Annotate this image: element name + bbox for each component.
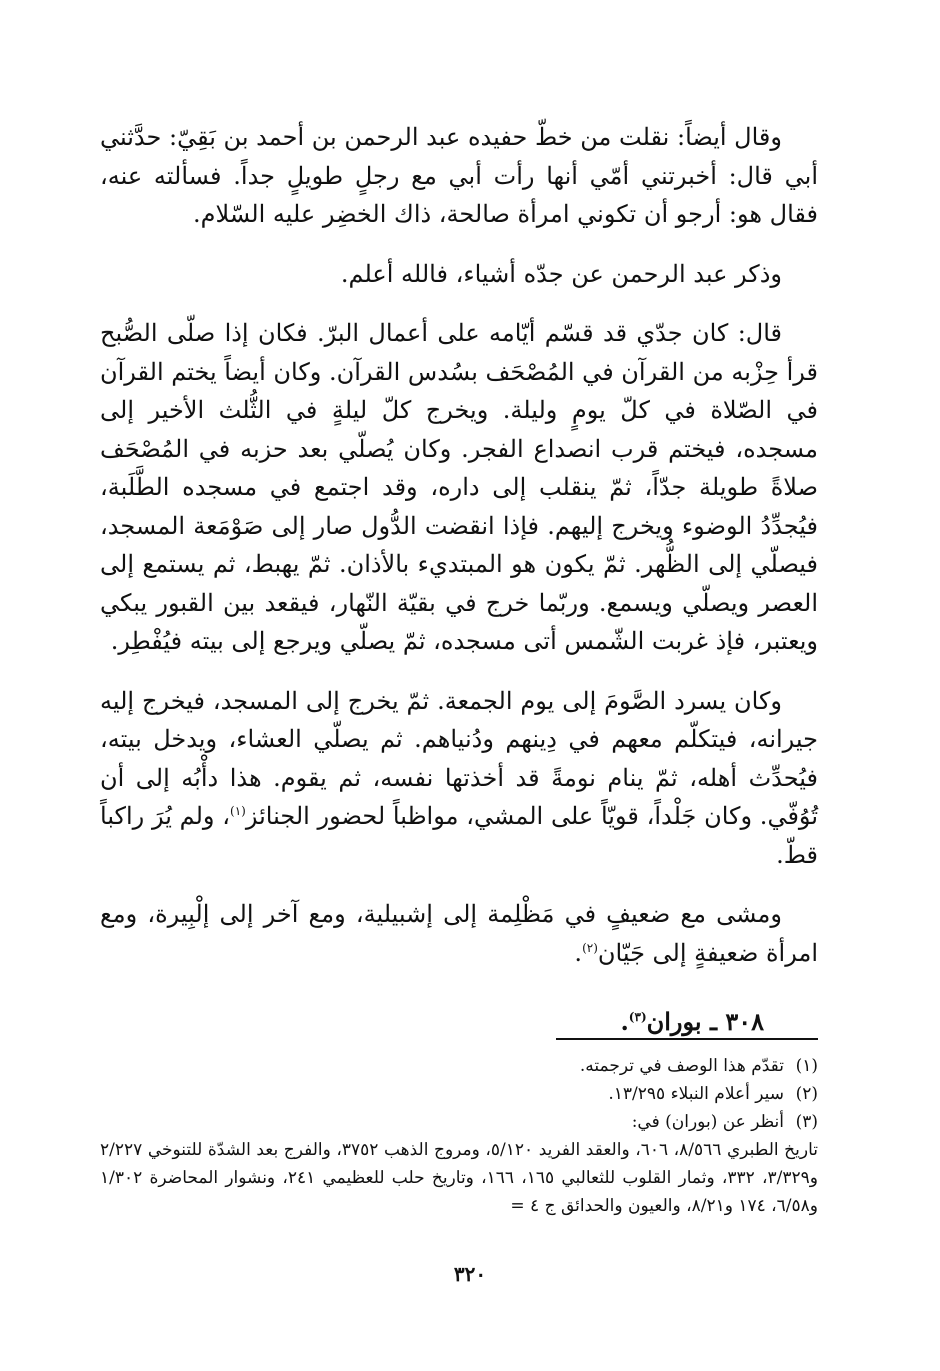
footnote-3-number: (٣)	[795, 1112, 818, 1132]
paragraph-5-text: ومشى مع ضعيفٍ في مَظْلِمة إلى إشبيلية، ومع آخر إلى إلْبِيرة، ومع امرأة ضعيفةٍ إلى جَيّان	[100, 900, 818, 967]
paragraph-1: وقال أيضاً: نقلت من خطّ حفيده عبد الرحمن بن أحمد بن بَقِيّ: حدَّثني أبي قال: أخبرتني أمّي أنها رأت أبي مع رجلٍ طويلٍ جداً. فسألته عنه، فقال هو: أرجو أن تكوني امرأة صالحة، ذاك الخضِر عليه السّلام.	[100, 123, 818, 228]
main-text	[100, 118, 818, 1042]
footnote-2-text: سير أعلام النبلاء ١٣/٢٩٥.	[608, 1084, 784, 1104]
footnote-ref-3: (٣)	[628, 1010, 647, 1024]
footnotes	[100, 1052, 818, 1220]
paragraph-5	[100, 895, 818, 972]
footnote-2	[100, 1080, 818, 1108]
footnote-ref-2: (٢)	[582, 940, 598, 955]
page-number: ٣٢٠	[453, 1262, 487, 1286]
entry-heading-tail: .	[620, 1007, 629, 1036]
paragraph-4	[100, 682, 818, 875]
entry-heading	[100, 1002, 818, 1042]
footnote-ref-1: (١)	[230, 804, 246, 818]
paragraph-4-text: وكان يسرد الصَّومَ إلى يوم الجمعة. ثمّ يخرج إلى المسجد، فيخرج إليه جيرانه، فيتكلّم معهم في دِينهم ودُنياهم. ثم يصلّي العشاء، ويدخل بيته، فيُحدِّث أهله، ثمّ ينام نومةً قد أخذتها نفسه، ثم يقوم. هذا دأْبُه إلى أن تُوُفّي. وكان جَلْداً، قويّاً على المشي، مواظباً لحضور الجنائز	[100, 686, 818, 830]
footnote-3-body: تاريخ الطبري ٨/٥٦٦، ٦٠٦، والعقد الفريد ٥/١٢٠، ومروج الذهب ٣٧٥٢، والفرج بعد الشدّة للتنوخي ٢/٢٢٧ و٣/٣٢٩، ٣٣٢، وثمار القلوب للثعالبي ١٦٥، ١٦٦، وتاريخ حلب للعظيمي ٢٤١، ونشوار المحاضرة ١/٣٠٢ و٦/٥٨، ١٧٤ و٨/٢١، والعيون والحدائق ج ٤ =	[100, 1140, 818, 1216]
paragraph-2: وذكر عبد الرحمن عن جدّه أشياء، فالله أعلم.	[340, 259, 782, 288]
footnote-2-number: (٢)	[795, 1084, 818, 1104]
paragraph-3: قال: كان جدّي قد قسّم أيّامه على أعمال البرّ. فكان إذا صلّى الصُّبح قرأ حِزْبه من القرآن في المُصْحَف بسُدس القرآن. وكان أيضاً يختم القرآن في الصّلاة في كلّ يومٍ وليلة. ويخرج كلّ ليلةٍ في الثُّلث الأخير إلى مسجده، فيختم قرب انصداع الفجر. وكان يُصلّي بعد حزبه في المُصْحَف صلاةً طويلة جدّاً، ثمّ ينقلب إلى داره، وقد اجتمع في مسجده الطَّلَبة، فيُجدِّدُ الوضوء ويخرج إليهم. فإذا انقضت الدُّول صار إلى صَوْمَعة المسجد، فيصلّي إلى الظُّهر. ثمّ يكون هو المبتديء بالأذان. ثمّ يهبط، ثم يستمع إلى العصر ويصلّي ويسمع. وربّما خرج في بقيّة النّهار، فيقعد بين القبور يبكي ويعتبر، فإذ غربت الشّمس أتى مسجده، ثمّ يصلّي ويرجع إلى بيته فيُفْطِر.	[100, 319, 819, 655]
footnote-1-number: (١)	[795, 1056, 818, 1076]
footnote-1-text: تقدّم هذا الوصف في ترجمته.	[579, 1056, 784, 1076]
footnote-separator	[556, 1038, 818, 1040]
footnote-3	[100, 1108, 818, 1136]
footnote-1	[100, 1052, 818, 1080]
footnote-3-text: أنظر عن (بوران) في:	[631, 1112, 784, 1132]
paragraph-5-tail: .	[574, 938, 583, 967]
entry-heading-text: ٣٠٨ ـ بوران	[646, 1007, 764, 1036]
paragraph-4-tail: ، ولم يُرَ راكباً قطّ.	[100, 802, 818, 869]
